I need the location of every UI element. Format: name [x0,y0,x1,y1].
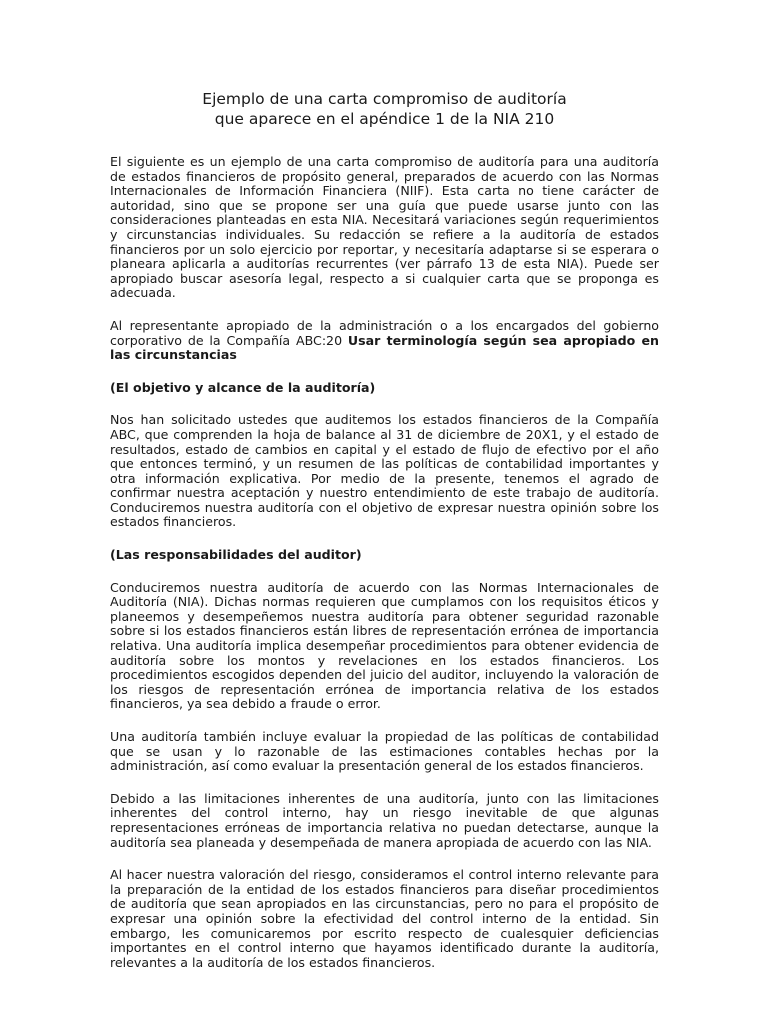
addressee-paragraph [110,319,659,363]
document-title [110,89,659,129]
addressee-text: Al representante apropiado de la administración o a los encargados del gobierno corporativo de la Compañía ABC:20 [110,317,659,348]
title-line-2: que aparece en el apéndice 1 de la NIA 210 [214,110,555,128]
intro-paragraph: El siguiente es un ejemplo de una carta compromiso de auditoría para una auditoría de estados financieros de propósito general, preparados de acuerdo con las Normas Internacionales de Información Financiera (NIIF). Esta carta no tiene carácter de autoridad, sino que se propone ser una guía que puede usarse junto con las consideraciones planteadas en esta NIA. Necesitará variaciones según requerimientos y circunstancias individuales. Su redacción se refiere a la auditoría de estados financieros por un solo ejercicio por reportar, y necesitaría adaptarse si se esperara o planeara aplicarla a auditorías recurrentes (ver párrafo 13 de esta NIA). Puede ser apropiado buscar asesoría legal, respecto a si cualquier carta que se proponga es adecuada. [110,154,659,301]
responsibilities-paragraph-2: Una auditoría también incluye evaluar la propiedad de las políticas de contabilidad que se usan y lo razonable de las estimaciones contables hechas por la administración, así como evaluar la presentación general de los estados financieros. [110,729,659,774]
section-objective-body: Nos han solicitado ustedes que auditemos los estados financieros de la Compañía ABC, que comprenden la hoja de balance al 31 de diciembre de 20X1, y el estado de resultados, estado de cambios en capital y el estado de flujo de efectivo por el año que entonces terminó, y un resumen de las políticas de contabilidad importantes y otra información explicativa. Por medio de la presente, tenemos el agrado de confirmar nuestra aceptación y nuestro entendimiento de este trabajo de auditoría. Conduciremos nuestra auditoría con el objetivo de expresar nuestra opinión sobre los estados financieros. [110,412,659,530]
section-heading-responsibilities: (Las responsabilidades del auditor) [110,547,362,563]
responsibilities-paragraph-1: Conduciremos nuestra auditoría de acuerdo con las Normas Internacionales de Auditoría (NIA). Dichas normas requieren que cumplamos con los requisitos éticos y planeemos y desempeñemos nuestra auditoría para obtener seguridad razonable sobre si los estados financieros están libres de representación errónea de importancia relativa. Una auditoría implica desempeñar procedimientos para obtener evidencia de auditoría sobre los montos y revelaciones en los estados financieros. Los procedimientos escogidos dependen del juicio del auditor, incluyendo la valoración de los riesgos de representación errónea de importancia relativa de los estados financieros, ya sea debido a fraude o error. [110,579,659,712]
section-heading-objective: (El objetivo y alcance de la auditoría) [110,379,376,395]
responsibilities-paragraph-3: Debido a las limitaciones inherentes de una auditoría, junto con las limitaciones inherentes del control interno, hay un riesgo inevitable de que algunas representaciones erróneas de importancia relativa no puedan detectarse, aunque la auditoría sea planeada y desempeñada de manera apropiada de acuerdo con las NIA. [110,790,659,850]
addressee-bold-note: Usar terminología según sea apropiado en las circunstancias [110,332,659,363]
title-line-1: Ejemplo de una carta compromiso de auditoría [202,90,567,108]
responsibilities-paragraph-4: Al hacer nuestra valoración del riesgo, consideramos el control interno relevante para la preparación de la entidad de los estados financieros para diseñar procedimientos de auditoría que sean apropiados en las circunstancias, pero no para el propósito de expresar una opinión sobre la efectividad del control interno de la entidad. Sin embargo, les comunicaremos por escrito respecto de cualesquier deficiencias importantes en el control interno que hayamos identificado durante la auditoría, relevantes a la auditoría de los estados financieros. [110,867,659,970]
